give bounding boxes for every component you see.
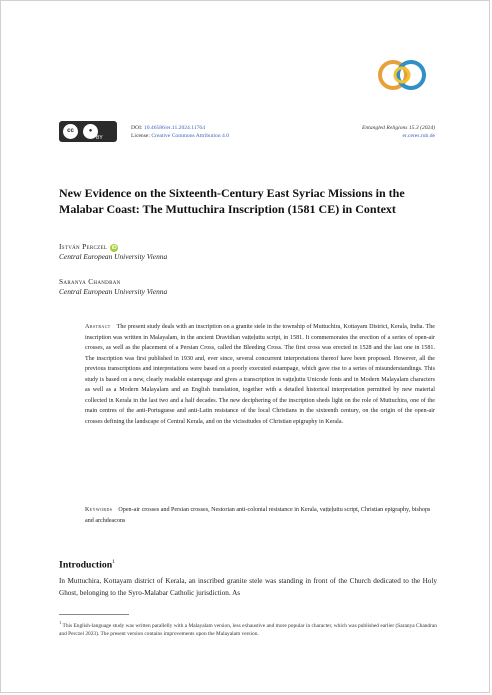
author-affiliation: Central European University Vienna: [59, 287, 168, 296]
cc-icon: cc: [63, 124, 78, 139]
footnote-ref[interactable]: 1: [112, 559, 115, 565]
article-header: [59, 121, 435, 145]
journal-name: Entangled Religions 15.3 (2024): [361, 125, 435, 131]
author-name: Saranya Chandran: [59, 277, 121, 286]
orcid-icon[interactable]: iD: [111, 245, 117, 251]
doi-link[interactable]: 10.46586/er.11.2024.11764: [143, 125, 206, 131]
abstract-text: The present study deals with an inscription on a granite stele in the township of Muttuchira, Kottayam District, Kerala, India. The inscription was written in Malayalam, in the ancient Dravidian vaṭṭeḻuttu script, in 1581. It commemorates the erection of a series of open-air crosses, as well as the placement of a Persian Cross, called the Bleeding Cross. The first cross was erected in 1528 and the last one in 1581. The inscription was first published in 1930 and, ever since, several concurrent interpretations thereof have been proposed. However, all the previous transcriptions and interpretations were based on a poorly executed estampage, which gave rise to a series of misunderstandings. This study is based on a new, clearly readable estampage and gives a transcription in vaṭṭeḻuttu Unicode fonts and in Modern Malayalam characters as well as a Modern Malayalam and an English translation, together with a detailed historical interpretation permitted by new material collected in Kerala in the last two and a half decades. The new deciphering of the inscription sheds light on the role of Muttuchira, one of the main centres of the anti-Portuguese and anti-Latin resistance of the local Christians in the sixteenth century, on the origin of the open-air crosses defining the landscape of Central Kerala, and on the vicissitudes of Christian epigraphy in Kerala.: [85, 324, 435, 425]
keywords-label: Keywords: [85, 507, 113, 513]
keywords: [85, 505, 435, 526]
footnote-mark: 1: [59, 620, 62, 625]
footnote: [59, 619, 437, 639]
person-icon: ●: [83, 124, 98, 139]
license-link[interactable]: Creative Commons Attribution 4.0: [151, 133, 230, 139]
by-label: BY: [96, 135, 103, 141]
section-heading-introduction: [59, 559, 115, 570]
doi-license-block: [131, 124, 229, 140]
journal-logo: [373, 53, 439, 97]
doi-label: DOI:: [131, 125, 143, 131]
keywords-text: Open-air crosses and Persian crosses, Nestorian anti-colonial resistance in Kerala, vaṭṭeḻuttu script, Christian epigraphy, bishops and archdeacons: [85, 507, 431, 524]
author-1: [59, 242, 167, 262]
article-title: New Evidence on the Sixteenth-Century East Syriac Missions in the Malabar Coast: The Muttuchira Inscription (1581 CE) in Context: [59, 186, 405, 216]
footnote-divider: [59, 614, 129, 615]
journal-block: [362, 124, 435, 140]
author-name: István Perczel: [59, 242, 108, 251]
abstract: [85, 322, 435, 427]
license-label: License:: [131, 133, 150, 139]
footnote-text: This English-language study was written parallelly with a Malayalam version, less exhaustive and more popular in character, which was published earlier (Saranya Chandran and Perczel 2023). The present version contains improvements upon the Malayalam version.: [59, 622, 437, 638]
author-2: [59, 277, 167, 297]
journal-url-link[interactable]: er.ceres.rub.de: [402, 133, 435, 139]
intro-paragraph: In Muttuchira, Kottayam district of Kerala, an inscribed granite stele was standing in front of the Church dedicated to the Holy Ghost, belonging to the Syro-Malabar Catholic jurisdiction. As: [59, 577, 437, 597]
section-title: Introduction: [59, 559, 113, 571]
author-affiliation: Central European University Vienna: [59, 252, 168, 261]
abstract-label: Abstract: [85, 324, 111, 330]
cc-license-badge[interactable]: [59, 121, 117, 142]
